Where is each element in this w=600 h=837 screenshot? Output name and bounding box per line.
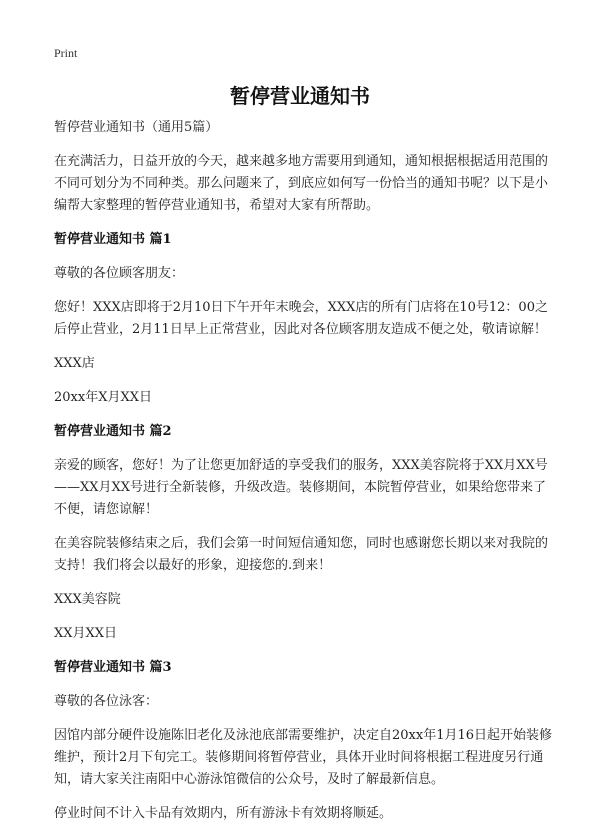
section-2-greeting: 亲爱的顾客，您好！为了让您更加舒适的享受我们的服务，XXX美容院将于XX月XX号——XX月XX号进行全新装修，升级改造。装修期间，本院暂停营业，如果给您带来了不便，请您谅解！ <box>54 458 548 517</box>
section-3-greeting: 尊敬的各位泳客： <box>54 694 159 709</box>
section-2-signature: XXX美容院 <box>54 592 121 607</box>
section-2-body: 在美容院装修结束之后，我们会第一时间短信通知您，同时也感谢您长期以来对我院的支持！我们将会以最好的形象，迎接您的.到来！ <box>54 536 549 573</box>
section-2-date: XX月XX日 <box>54 626 118 641</box>
section-heading-1: 暂停营业通知书 篇1 <box>54 232 172 247</box>
section-heading-2: 暂停营业通知书 篇2 <box>54 424 172 439</box>
document-title: 暂停营业通知书 <box>230 84 370 108</box>
print-link[interactable]: Print <box>54 46 78 60</box>
document-body <box>54 117 554 837</box>
section-3-body-2: 停业时间不计入卡品有效期内，所有游泳卡有效期将顺延。 <box>54 806 393 821</box>
section-1-date: 20xx年X月XX日 <box>54 390 152 405</box>
section-1-signature: XXX店 <box>54 356 95 371</box>
section-heading-3: 暂停营业通知书 篇3 <box>54 660 172 675</box>
section-3-body: 因馆内部分硬件设施陈旧老化及泳池底部需要维护，决定自20xx年1月16日起开始装修维护，预计2月下旬完工。装修期间将暂停营业，具体开业时间将根据工程进度另行通知，请大家关注南阳中心游泳馆微信的公众号，及时了解最新信息。 <box>54 728 553 787</box>
intro-paragraph: 在充满活力，日益开放的今天，越来越多地方需要用到通知，通知根据根据适用范围的不同可划分为不同种类。那么问题来了，到底应如何写一份恰当的通知书呢？以下是小编帮大家整理的暂停营业通知书，希望对大家有所帮助。 <box>54 154 549 213</box>
section-1-body: 您好！XXX店即将于2月10日下午开年末晚会，XXX店的所有门店将在10号12：00之后停止营业，2月11日早上正常营业，因此对各位顾客朋友造成不便之处，敬请谅解！ <box>54 300 548 337</box>
section-1-greeting: 尊敬的各位顾客朋友： <box>54 266 185 281</box>
document-subtitle: 暂停营业通知书（通用5篇） <box>54 120 219 135</box>
